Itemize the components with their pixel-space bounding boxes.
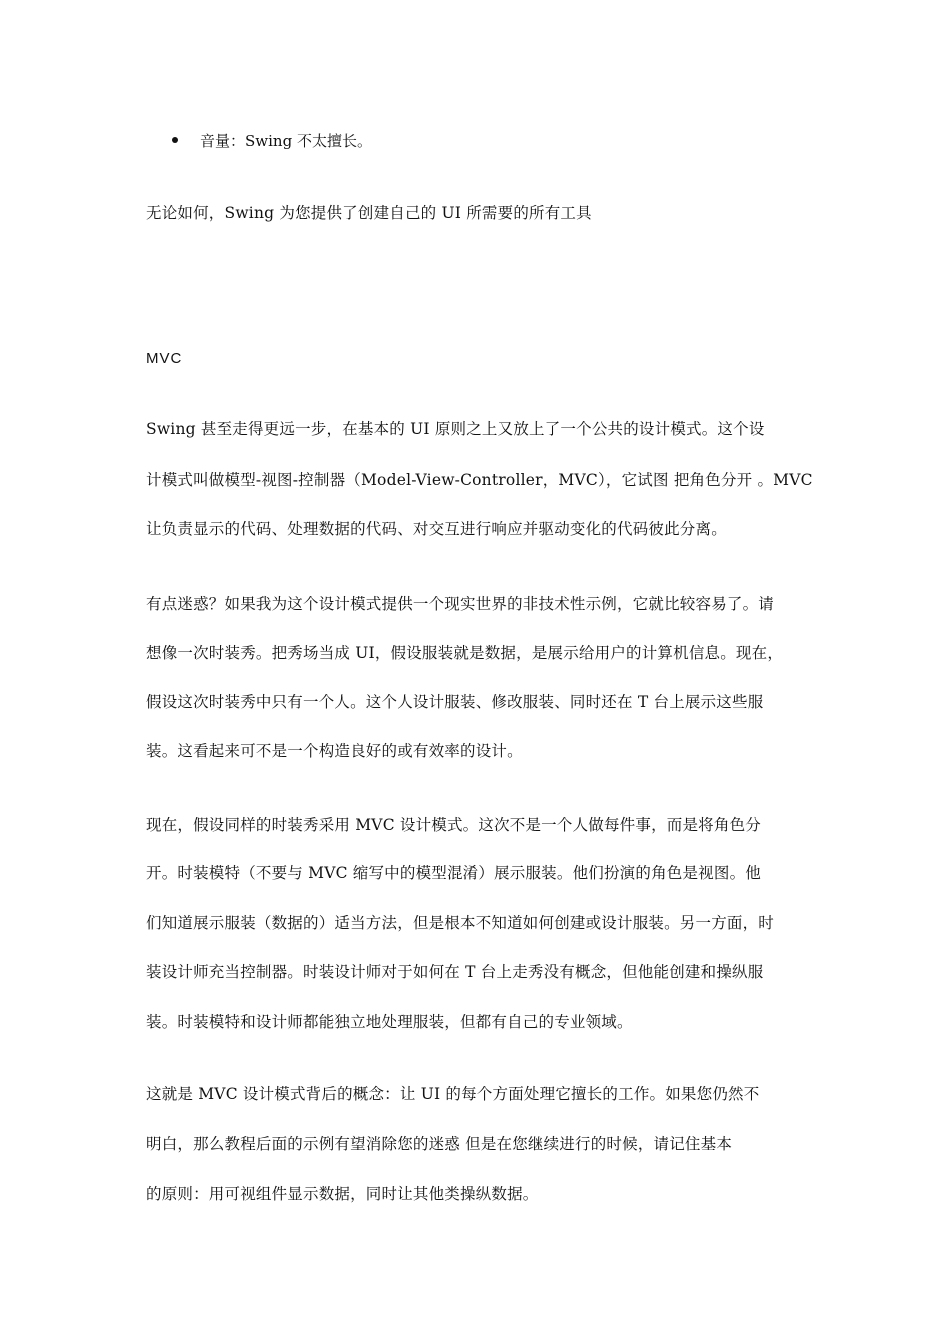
paragraph-3-line-5: 装。时装模特和设计师都能独立地处理服装，但都有自己的专业领域。 bbox=[146, 1013, 633, 1031]
paragraph-4-line-3: 的原则：用可视组件显示数据，同时让其他类操纵数据。 bbox=[146, 1185, 539, 1203]
intro-text: 无论如何，Swing 为您提供了创建自己的 UI 所需要的所有工具 bbox=[146, 204, 592, 222]
paragraph-4-line-2: 明白，那么教程后面的示例有望消除您的迷惑 但是在您继续进行的时候，请记住基本 bbox=[146, 1135, 733, 1153]
paragraph-2-line-2: 想像一次时装秀。把秀场当成 UI，假设服装就是数据，是展示给用户的计算机信息。现在， bbox=[146, 644, 784, 662]
paragraph-1-line-2: 计模式叫做模型-视图-控制器（Model-View-Controller，MVC），它试图 把角色分开 。MVC bbox=[146, 471, 813, 489]
paragraph-4-line-1: 这就是 MVC 设计模式背后的概念：让 UI 的每个方面处理它擅长的工作。如果您仍然不 bbox=[146, 1085, 760, 1103]
paragraph-3-line-1: 现在，假设同样的时装秀采用 MVC 设计模式。这次不是一个人做每件事，而是将角色分 bbox=[146, 816, 761, 834]
paragraph-3-line-4: 装设计师充当控制器。时装设计师对于如何在 T 台上走秀没有概念，但他能创建和操纵服 bbox=[146, 963, 764, 981]
paragraph-1-line-1: Swing 甚至走得更远一步，在基本的 UI 原则之上又放上了一个公共的设计模式。这个设 bbox=[146, 420, 765, 438]
bullet-dot-icon bbox=[172, 137, 178, 143]
paragraph-1-line-3: 让负责显示的代码、处理数据的代码、对交互进行响应并驱动变化的代码彼此分离。 bbox=[146, 520, 727, 538]
paragraph-3-line-3: 们知道展示服装（数据的）适当方法，但是根本不知道如何创建或设计服装。另一方面，时 bbox=[146, 914, 775, 932]
paragraph-2-line-3: 假设这次时装秀中只有一个人。这个人设计服装、修改服装、同时还在 T 台上展示这些服 bbox=[146, 693, 764, 711]
bullet-item-text: 音量：Swing 不太擅长。 bbox=[200, 132, 372, 150]
paragraph-2-line-4: 装。这看起来可不是一个构造良好的或有效率的设计。 bbox=[146, 742, 523, 760]
paragraph-3-line-2: 开。时装模特（不要与 MVC 缩写中的模型混淆）展示服装。他们扮演的角色是视图。他 bbox=[146, 864, 761, 882]
section-heading: MVC bbox=[146, 350, 183, 367]
paragraph-2-line-1: 有点迷惑？如果我为这个设计模式提供一个现实世界的非技术性示例，它就比较容易了。请 bbox=[146, 595, 775, 613]
bullet-list-item bbox=[172, 128, 372, 154]
